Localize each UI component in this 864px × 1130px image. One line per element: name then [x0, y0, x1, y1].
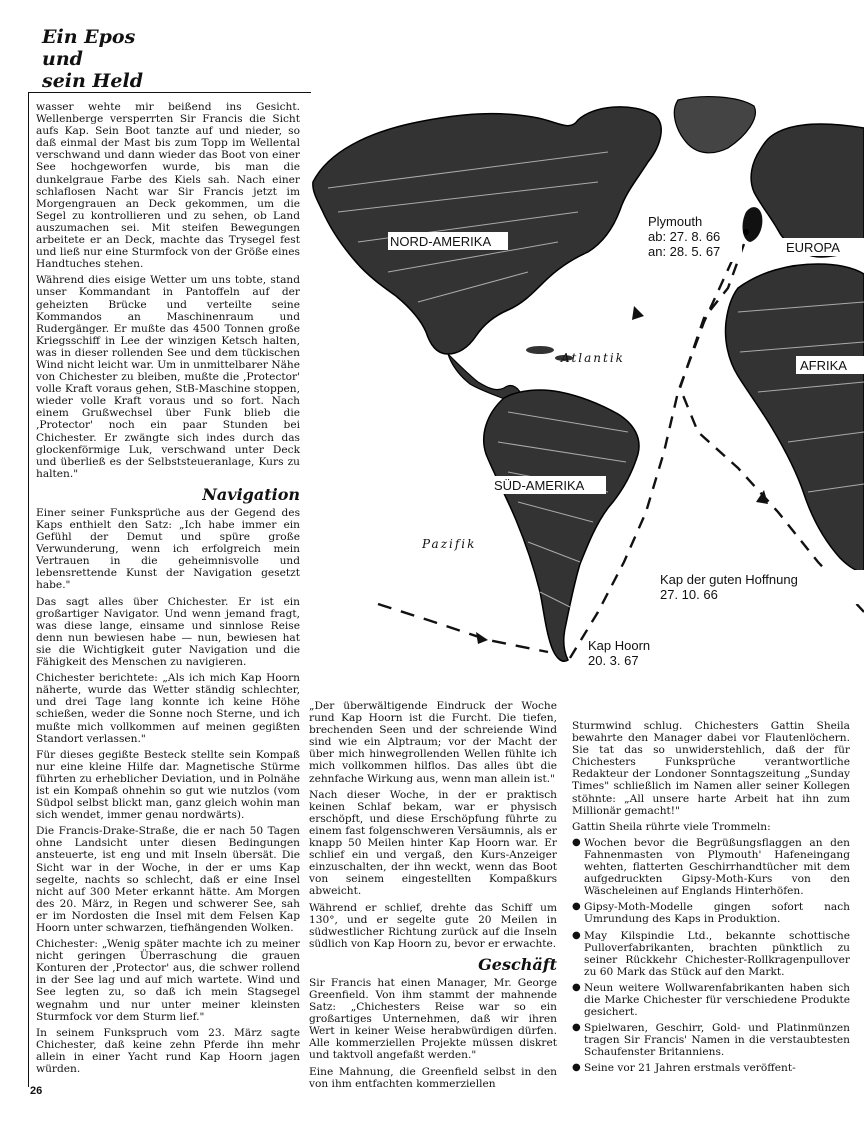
bullet-item: ● Neun weitere Wollwarenfabrikanten haben sich die Marke Chichester für verschiedene Produkte gesichert.	[572, 982, 850, 1018]
paragraph: Das sagt alles über Chichester. Er ist ein großartiger Navigator. Und wenn jemand fragt, was diese lange, einsame und sinnlose Reise denn nun bewiesen habe — nun, bewiesen hat sie die Wichtigkeit guter Navigation und die Fähigkeit des Menschen zu navigieren.	[36, 595, 300, 669]
paragraph: In seinem Funkspruch vom 23. März sagte Chichester, daß keine zehn Pferde ihn mehr allein in einer Yacht rund Kap Hoorn jagen würden.	[36, 1026, 300, 1076]
label-africa: AFRIKA	[800, 358, 847, 373]
label-cape-horn-date: 20. 3. 67	[588, 653, 639, 668]
paragraph: wasser wehte mir beißend ins Gesicht. Wellenberge versperrten Sir Francis die Sicht aufs Kap. Sein Boot tanzte auf und nieder, so daß einmal der Mast bis zum Topp im Wellental verschwand und dann wieder das Boot von einer See hochgeworfen wurde, bis man die dunkelgraue Farbe des Kiels sah. Nach einer schlaflosen Nacht war Sir Francis jetzt im Morgengrauen an Deck gekommen, um die Segel zu kontrollieren und zu sehen, ob Land auszumachen sei. Mit steifen Bewegungen arbeitete er an Deck, machte das Trysegel fest und ließ nur eine Sturmfock von der Größe eines Handtuches stehen.	[36, 101, 300, 271]
british-isles-landmass	[743, 207, 763, 242]
north-america-landmass	[313, 107, 661, 354]
text-column-3	[572, 720, 850, 1079]
europe-landmass	[751, 124, 864, 257]
paragraph: „Der überwältigende Eindruck der Woche rund Kap Hoorn ist die Furcht. Die tiefen, brechenden Seen und der schreiende Wind sind wie ein Alptraum; vor der Macht der über mich hinwegrollenden Wellen fühlte ich mich vollkommen hilflos. Das alles übt die zehnfache Wirkung aus, wenn man allein ist."	[309, 700, 557, 785]
paragraph: Gattin Sheila rührte viele Trommeln:	[572, 820, 771, 833]
label-cape-horn: Kap Hoorn	[588, 638, 651, 653]
route-map	[308, 92, 864, 702]
section-heading-navigation: Navigation	[202, 484, 300, 504]
paragraph: Einer seiner Funksprüche aus der Gegend des Kaps enthielt den Satz: „Ich habe immer ein Gefühl der Demut und spüre große Verwunderung, wenn ich erfolgreich mein Vertrauen in die geheimnisvolle und lebensrettende Kunst der Navigation gesetzt habe."	[36, 506, 300, 592]
label-plymouth-departure: ab: 27. 8. 66	[648, 229, 721, 244]
label-pacific: Pazifik	[422, 537, 477, 551]
section-heading-business: Geschäft	[478, 954, 557, 974]
paragraph: Während er schlief, drehte das Schiff um 130°, und er segelte gute 20 Meilen in südwestlicher Richtung zurück auf die Inseln südlich von Kap Hoorn zu, bevor er erwachte.	[309, 901, 557, 950]
africa-landmass	[726, 264, 864, 572]
paragraph: Nach dieser Woche, in der er praktisch keinen Schlaf bekam, war er physisch erschöpft, und diese Erschöpfung führte zu einem fast folgenschweren Versäumnis, als er knapp 50 Meilen hinter Kap Hoorn war. Er schlief ein und vergaß, den Kurs-Anzeiger einzuschalten, der ihn weckt, wenn das Boot von seinem eingestellten Kompaßkurs abweicht.	[309, 788, 557, 898]
label-plymouth: Plymouth	[648, 214, 703, 229]
text-column-2	[309, 700, 557, 1094]
label-north-america: NORD-AMERIKA	[390, 234, 492, 249]
paragraph: Sturmwind schlug. Chichesters Gattin Sheila bewahrte den Manager dabei vor Flautenlöchern. Sie tat das so unwiderstehlich, daß der für Chichesters Funksprüche verantwortliche Redakteur der Londoner Sonntagszeitung „Sunday Times" schließlich im Namen aller seiner Kollegen stöhnte: „All unsere harte Arbeit hat ihn zum Millionär gemacht!"	[572, 720, 850, 817]
south-america-landmass	[484, 390, 639, 661]
label-cape-good-hope-date: 27. 10. 66	[660, 587, 718, 602]
pacific-route	[378, 604, 548, 652]
paragraph: Chichester: „Wenig später machte ich zu meiner nicht geringen Überraschung die grauen Konturen der ‚Protector' aus, die schwer rollend in der See lag und auf mich wartete. Wind und See legten zu, so daß ich mein Stagsegel wegnahm und nur unter meiner kleinsten Sturmfock vor dem Sturm lief."	[36, 938, 300, 1023]
paragraph: Chichester berichtete: „Als ich mich Kap Hoorn näherte, wurde das Wetter ständig schlechter, und drei Tage lang konnte ich keine Höhe schießen, weder die Sonne noch Sterne, und ich mußte mich vollkommen auf meinen gegißten Standort verlassen."	[36, 672, 300, 745]
page-number: 26	[30, 1085, 43, 1097]
bullet-item: ● Gipsy-Moth-Modelle gingen sofort nach Umrundung des Kaps in Produktion.	[572, 901, 850, 925]
paragraph: Für dieses gegißte Besteck stellte sein Kompaß nur eine kleine Hilfe dar. Magnetische Stürme führten zu erheblicher Deviation, und in Polnähe ist ein Kompaß ohnehin so gut wie nutzlos (vom Südpol selbst blickt man, ganz gleich wohin man sich wendet, immer genau nordwärts).	[36, 748, 300, 822]
bullet-item: ● Wochen bevor die Begrüßungsflaggen an den Fahnenmasten von Plymouth' Hafeneingang wehten, flatterten Geschirrhandtücher mit dem aufgedruckten Gipsy-Moth-Kurs von den Wäscheleinen auf Englands Hinterhöfen.	[572, 837, 850, 897]
label-cape-good-hope: Kap der guten Hoffnung	[660, 572, 798, 587]
paragraph: Eine Mahnung, die Greenfield selbst in den von ihm entfachten kommerziellen	[309, 1065, 557, 1090]
label-south-america: SÜD-AMERIKA	[494, 478, 585, 493]
kicker-title: Ein Epos und sein Held	[42, 26, 143, 92]
bullet-item: ● May Kilspindie Ltd., bekannte schottische Pulloverfabrikanten, brachten pünktlich zu seiner Rückkehr Chichester-Rollkragenpullover zu 60 Mark das Stück auf den Markt.	[572, 930, 850, 978]
label-plymouth-arrival: an: 28. 5. 67	[648, 244, 721, 259]
label-europe: EUROPA	[786, 240, 840, 255]
bullet-item: ● Seine vor 21 Jahren erstmals veröffent-	[572, 1062, 850, 1074]
bullet-item: ● Spielwaren, Geschirr, Gold- und Platinmünzen tragen Sir Francis' Namen in die verstaubtesten Schaufenster Britanniens.	[572, 1022, 850, 1058]
text-column-1	[36, 101, 300, 1079]
greenland-landmass	[674, 97, 755, 153]
paragraph: Sir Francis hat einen Manager, Mr. George Greenfield. Von ihm stammt der mahnende Satz: „Chichesters Reise war so ein großartiges Unternehmen, daß wir ihren Wert in keiner Weise herabwürdigen dürfen. Alle kommerziellen Projekte müssen diskret und taktvoll angefaßt werden."	[309, 976, 557, 1062]
label-atlantic: Atlantik	[561, 351, 625, 365]
paragraph: Die Francis-Drake-Straße, die er nach 50 Tagen ohne Landsicht unter diesen Bedingungen ansteuerte, ist eng und mit Inseln übersät. Die Sicht war in der Woche, in der er ums Kap segelte, nachts so schlecht, daß er eine Insel nicht auf 300 Meter erkannt hätte. Am Morgen des 20. März, in Regen und schwerer See, sah er im Nordosten die Insel mit dem Felsen Kap Hoorn unter schwarzen, tiefhängenden Wolken.	[36, 825, 300, 934]
paragraph: Während dies eisige Wetter um uns tobte, stand unser Kommandant in Pantoffeln auf der geheizten Brücke und verteilte seine Kommandos an Maschinenraum und Rudergänger. Er mußte das 4500 Tonnen große Kriegsschiff in Lee der winzigen Ketsch halten, was in dieser rollenden See und dem tückischen Wind nicht leicht war. Um in unmittelbarer Nähe von Chichester zu bleiben, mußte die ‚Protector' volle Kraft voraus gehen, StB-Maschine stoppen, wieder volle Kraft voraus und so fort. Nach einem Grußwechsel über Funk blieb die ‚Protector' noch ein paar Stunden bei Chichester. Er zwängte sich indes durch das glockenförmige Luk, verschwand unter Deck und überließ es der Selbststeueranlage, Kurs zu halten."	[36, 274, 300, 480]
